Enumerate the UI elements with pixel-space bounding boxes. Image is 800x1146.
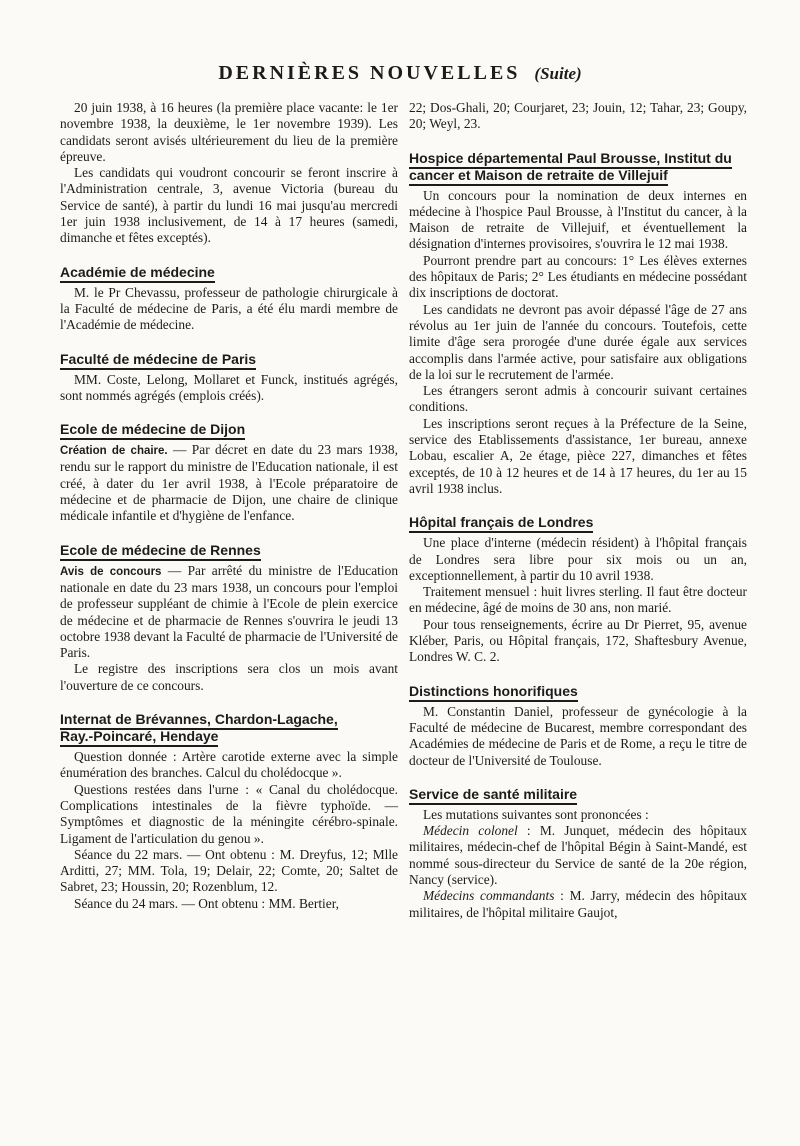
internat-paragraph-3: Séance du 22 mars. — Ont obtenu : M. Dreyfus, 12; Mlle Arditti, 27; MM. Tola, 19; Delair, 22; Comte, 20; Saltet de Sabret, 23; Houssin, 20; Rozenblum, 12. xyxy=(60,846,398,895)
dijon-lead: Création de chaire. xyxy=(60,445,168,458)
brousse-paragraph-1: Un concours pour la nomination de deux internes en médecine à l'hospice Paul Brousse, à l'Institut du cancer, à la Maison de retraite de Villejuif, et éventuellement la désignation d'internes provisoires, s'ouvrira le 12 mai 1938. xyxy=(409,187,747,252)
continuation-paragraph: 22; Dos-Ghali, 20; Courjaret, 23; Jouin, 12; Tahar, 23; Goupy, 20; Weyl, 23. xyxy=(409,100,747,132)
distinctions-paragraph: M. Constantin Daniel, professeur de gynécologie à la Faculté de médecine de Bucarest, membre correspondant des Académies de médecine de Paris et de Rome, a reçu le titre de docteur de l'Université de Toulouse. xyxy=(409,703,747,768)
londres-paragraph-2: Traitement mensuel : huit livres sterling. Il faut être docteur en médecine, âgé de moins de 30 ans, non marié. xyxy=(409,584,747,616)
academie-paragraph: M. le Pr Chevassu, professeur de pathologie chirurgicale à la Faculté de médecine de Paris, a été élu mardi membre de l'Académie de médecine. xyxy=(60,284,398,333)
right-column xyxy=(409,100,747,921)
brousse-paragraph-5: Les inscriptions seront reçues à la Préfecture de la Seine, service des Etablissements d'assistance, 1er bureau, annexe Lobau, escalier A, 2e étage, pièce 227, dimanches et fêtes exceptés, de 10 à 12 heures et de 14 à 17 heures, du 1er au 15 avril 1938 inclus. xyxy=(409,415,747,496)
rennes-lead: Avis de concours xyxy=(60,565,162,578)
section-heading-distinctions: Distinctions honorifiques xyxy=(409,683,747,700)
brousse-paragraph-4: Les étrangers seront admis à concourir suivant certaines conditions. xyxy=(409,383,747,415)
page-header xyxy=(0,62,800,85)
militaire-lead-2: Médecins commandants xyxy=(423,888,555,904)
militaire-lead-1: Médecin colonel xyxy=(423,823,518,839)
rennes-paragraph-1: Avis de concours — Par arrêté du ministre de l'Education nationale en date du 23 mars 1938, un concours pour l'emploi de professeur suppléant de chimie à l'Ecole de plein exercice de médecine et de pharmacie de Rennes s'ouvrira le jeudi 13 octobre 1938 devant la Faculté de pharmacie de l'Université de Paris. xyxy=(60,562,399,661)
internat-paragraph-1: Question donnée : Artère carotide externe avec la simple énumération des branches. Calcul du cholédocque ». xyxy=(60,749,398,781)
rennes-paragraph-2: Le registre des inscriptions sera clos un mois avant l'ouverture de ce concours. xyxy=(60,661,398,693)
section-heading-dijon: Ecole de médecine de Dijon xyxy=(60,421,398,438)
internat-paragraph-4: Séance du 24 mars. — Ont obtenu : MM. Bertier, xyxy=(74,895,339,911)
militaire-paragraph-2: Médecin colonel : M. Junquet, médecin des hôpitaux militaires, médecin-chef de l'hôpital Bégin à Saint-Mandé, est nommé sous-directeur du Service de santé de la 20e région, Nancy (service). xyxy=(409,823,747,887)
intro-paragraph-1: 20 juin 1938, à 16 heures (la première place vacante: le 1er novembre 1938, la deuxième, le 1er novembre 1939). Les candidats seront avisés ultérieurement du lieu de la première épreuve. xyxy=(60,100,398,164)
section-heading-londres: Hôpital français de Londres xyxy=(409,514,747,531)
section-heading-internat: Internat de Brévannes, Chardon-Lagache, Ray.-Poincaré, Hendaye xyxy=(60,711,398,745)
header-title: DERNIÈRES NOUVELLES xyxy=(218,62,521,84)
section-heading-faculte: Faculté de médecine de Paris xyxy=(60,351,398,368)
section-heading-militaire: Service de santé militaire xyxy=(409,786,747,803)
left-column xyxy=(60,100,398,912)
brousse-paragraph-2: Pourront prendre part au concours: 1° Les élèves externes des hôpitaux de Paris; 2° Les étudiants en médecine possédant dix inscriptions de doctorat. xyxy=(409,252,747,301)
londres-paragraph-1: Une place d'interne (médecin résident) à l'hôpital français de Londres sera libre pour six mois ou un an, exceptionnellement, à partir du 10 avril 1938. xyxy=(409,535,747,583)
section-heading-academie: Académie de médecine xyxy=(60,264,398,281)
intro-paragraph-2: Les candidats qui voudront concourir se feront inscrire à l'Administration centrale, 3, avenue Victoria (bureau du Service de santé), à partir du lundi 16 mai jusqu'au mercredi 1er juin 1938 inclusivement, de 14 à 17 heures (samedi, dimanche et fêtes exceptés). xyxy=(60,165,398,246)
faculte-paragraph: MM. Coste, Lelong, Mollaret et Funck, institués agrégés, sont nommés agrégés (emplois créés). xyxy=(60,371,398,403)
militaire-paragraph-3: Médecins commandants : M. Jarry, médecin des hôpitaux militaires, de l'hôpital militaire Gaujot, xyxy=(409,888,748,920)
brousse-paragraph-3: Les candidats ne devront pas avoir dépassé l'âge de 27 ans révolus au 1er juin de l'année du concours. Toutefois, cette limite d'âge sera prorogée d'une durée égale aux services accomplis dans l'armée active, pour satisfaire aux obligations de la loi sur le recrutement de l'armée. xyxy=(409,301,747,382)
header-suite: (Suite) xyxy=(534,64,582,83)
section-heading-rennes: Ecole de médecine de Rennes xyxy=(60,542,398,559)
dijon-paragraph: Création de chaire. — Par décret en date du 23 mars 1938, rendu sur le rapport du ministre de l'Education nationale, il est créé, à dater du 1er avril 1938, à l'Ecole préparatoire de médecine et de pharmacie de Dijon, une chaire de clinique médicale infantile et d'hygiène de l'enfance. xyxy=(60,442,398,524)
internat-paragraph-2: Questions restées dans l'urne : « Canal du cholédocque. Complications intestinales de la fièvre typhoïde. — Symptômes et diagnostic de la méningite cérébro-spinale. Ligament de l'articulation du genou ». xyxy=(60,781,398,846)
londres-paragraph-3: Pour tous renseignements, écrire au Dr Pierret, 95, avenue Kléber, Paris, ou Hôpital français, 172, Shaftesbury Avenue, Londres W. C. 2. xyxy=(409,616,747,665)
section-heading-brousse: Hospice départemental Paul Brousse, Institut du cancer et Maison de retraite de Villejuif xyxy=(409,150,747,184)
militaire-paragraph-1: Les mutations suivantes sont prononcées : xyxy=(423,806,649,822)
